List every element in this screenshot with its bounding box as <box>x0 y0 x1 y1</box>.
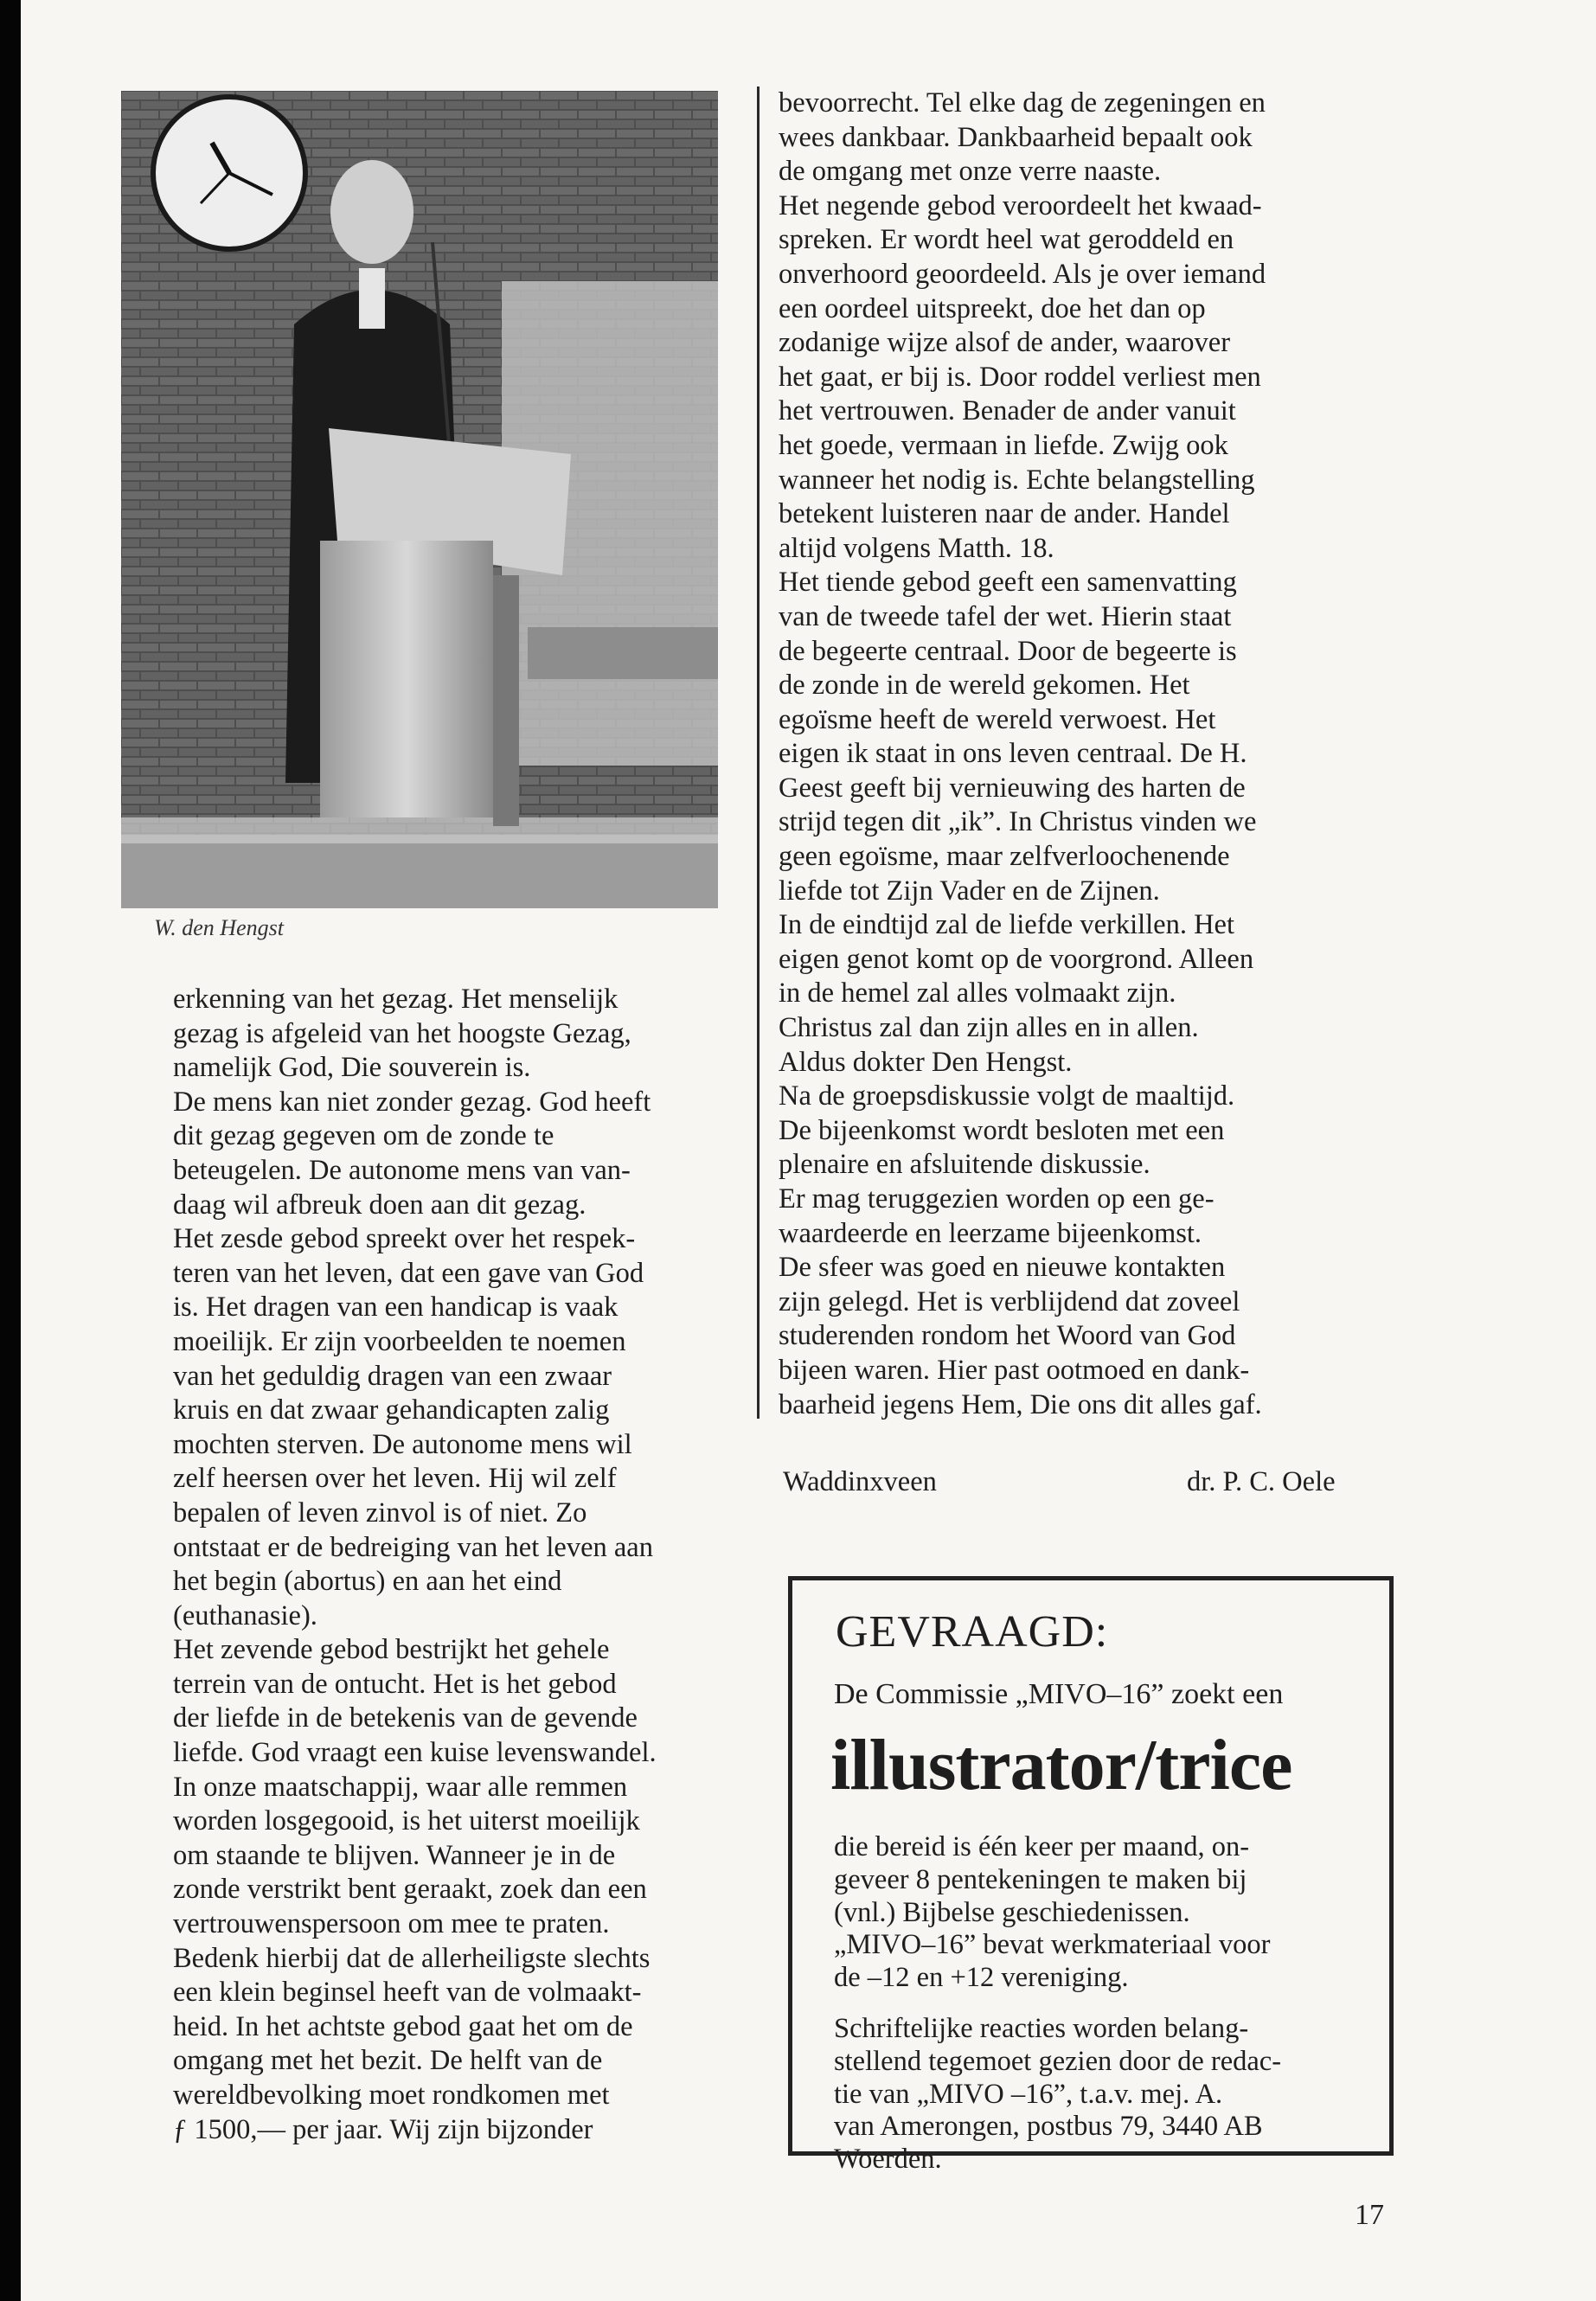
text-line: De sfeer was goed en nieuwe kontakten <box>779 1252 1226 1284</box>
text-line: het goede, vermaan in liefde. Zwijg ook <box>779 429 1228 461</box>
text-line: Aldus dokter Den Hengst. <box>779 1046 1073 1078</box>
text-line: In onze maatschappij, waar alle remmen <box>173 1771 628 1803</box>
article-right-column <box>779 87 1410 1422</box>
text-line: waardeerde en leerzame bijeenkomst. <box>779 1217 1202 1249</box>
text-line: vertrouwenspersoon om mee te praten. <box>173 1908 610 1940</box>
ad-intro: De Commissie „MIVO–16” zoekt een <box>834 1678 1284 1710</box>
text-line: Na de groepsdiskussie volgt de maaltijd. <box>779 1080 1235 1112</box>
text-line: een oordeel uitspreekt, doe het dan op <box>779 292 1206 324</box>
text-line: erkenning van het gezag. Het menselijk <box>173 984 619 1015</box>
text-line: liefde. God vraagt een kuise levenswandel. <box>173 1737 657 1769</box>
text-line: teren van het leven, dat een gave van God <box>173 1257 644 1289</box>
text-line: omgang met het bezit. De helft van de <box>173 2045 603 2077</box>
text-line: Het zesde gebod spreekt over het respek- <box>173 1223 636 1255</box>
text-line: moeilijk. Er zijn voorbeelden te noemen <box>173 1325 626 1357</box>
speaker-photo <box>121 91 718 908</box>
text-line: wees dankbaar. Dankbaarheid bepaalt ook <box>779 121 1253 153</box>
text-line: Het tiende gebod geeft een samenvatting <box>779 567 1237 599</box>
text-line: plenaire en afsluitende diskussie. <box>779 1149 1151 1181</box>
text-line: zijn gelegd. Het is verblijdend dat zoveel <box>779 1285 1240 1317</box>
text-line: De mens kan niet zonder gezag. God heeft <box>173 1086 651 1118</box>
text-line: van het geduldig dragen van een zwaar <box>173 1360 612 1392</box>
text-line: wanneer het nodig is. Echte belangstelling <box>779 464 1255 496</box>
binding-edge <box>0 0 21 2301</box>
text-line: geen egoïsme, maar zelfverloochenende <box>779 841 1230 873</box>
text-line: eigen ik staat in ons leven centraal. De H. <box>779 738 1247 770</box>
page-number: 17 <box>1355 2199 1384 2231</box>
text-line: de zonde in de wereld gekomen. Het <box>779 670 1190 702</box>
ad-line: geveer 8 pentekeningen te maken bij <box>834 1863 1247 1895</box>
ad-description <box>834 1831 1270 1995</box>
ad-line: Schriftelijke reacties worden belang- <box>834 2013 1249 2044</box>
text-line: worden losgegooid, is het uiterst moeilijk <box>173 1805 640 1837</box>
text-line: het begin (abortus) en aan het eind <box>173 1566 562 1598</box>
text-line: Geest geeft bij vernieuwing des harten de <box>779 772 1246 804</box>
article-left-column <box>173 983 744 2147</box>
text-line: Het zevende gebod bestrijkt het gehele <box>173 1634 610 1666</box>
column-rule <box>757 87 760 1419</box>
text-line: wereldbevolking moet rondkomen met <box>173 2080 610 2111</box>
ad-line: (vnl.) Bijbelse geschiedenissen. <box>834 1896 1190 1928</box>
text-line: van de tweede tafel der wet. Hierin staat <box>779 600 1232 632</box>
text-line: zodanige wijze alsof de ander, waarover <box>779 327 1231 359</box>
text-line: ontstaat er de bedreiging van het leven aan <box>173 1531 653 1563</box>
text-line: (euthanasie). <box>173 1599 317 1631</box>
text-line: Bedenk hierbij dat de allerheiligste slechts <box>173 1942 651 1974</box>
text-line: Er mag teruggezien worden op een ge- <box>779 1183 1215 1215</box>
ad-line: tie van „MIVO –16”, t.a.v. mej. A. <box>834 2078 1223 2110</box>
text-line: de begeerte centraal. Door de begeerte is <box>779 635 1237 667</box>
text-line: liefde tot Zijn Vader en de Zijnen. <box>779 875 1160 907</box>
signature-place: Waddinxveen <box>783 1466 937 1497</box>
text-line: beteugelen. De autonome mens van van- <box>173 1154 631 1186</box>
ad-line: de –12 en +12 vereniging. <box>834 1962 1129 1994</box>
text-line: bevoorrecht. Tel elke dag de zegeningen en <box>779 87 1266 119</box>
text-line: De bijeenkomst wordt besloten met een <box>779 1114 1225 1146</box>
text-line: is. Het dragen van een handicap is vaak <box>173 1292 619 1324</box>
text-line: bijeen waren. Hier past ootmoed en dank- <box>779 1354 1250 1386</box>
photo-caption: W. den Hengst <box>154 915 284 940</box>
text-line: een klein beginsel heeft van de volmaakt- <box>173 1977 642 2009</box>
signature-author: dr. P. C. Oele <box>1187 1466 1336 1497</box>
text-line: studerenden rondom het Woord van God <box>779 1320 1236 1352</box>
text-line: bepalen of leven zinvol is of niet. Zo <box>173 1497 587 1529</box>
text-line: het gaat, er bij is. Door roddel verliest men <box>779 361 1261 393</box>
ad-line: die bereid is één keer per maand, on- <box>834 1831 1250 1862</box>
text-line: Christus zal dan zijn alles en in allen. <box>779 1012 1199 1044</box>
text-line: in de hemel zal alles volmaakt zijn. <box>779 977 1176 1009</box>
text-line: de omgang met onze verre naaste. <box>779 156 1162 188</box>
text-line: terrein van de ontucht. Het is het gebod <box>173 1668 617 1700</box>
text-line: baarheid jegens Hem, Die ons dit alles gaf. <box>779 1388 1262 1420</box>
text-line: strijd tegen dit „ik”. In Christus vinden we <box>779 806 1257 838</box>
ad-line: „MIVO–16” bevat werkmateriaal voor <box>834 1929 1271 1961</box>
ad-line: stellend tegemoet gezien door de redac- <box>834 2045 1282 2077</box>
text-line: altijd volgens Matth. 18. <box>779 532 1054 564</box>
text-line: der liefde in de betekenis van de gevende <box>173 1702 638 1734</box>
advertisement-box <box>788 1576 1394 2176</box>
text-line: betekent luisteren naar de ander. Handel <box>779 498 1230 530</box>
text-line: onverhoord geoordeeld. Als je over iemand <box>779 258 1266 290</box>
text-line: het vertrouwen. Benader de ander vanuit <box>779 395 1236 427</box>
text-line: In de eindtijd zal de liefde verkillen. Het <box>779 909 1235 941</box>
text-line: mochten sterven. De autonome mens wil <box>173 1428 632 1460</box>
ad-heading: GEVRAAGD: <box>836 1607 1109 1657</box>
ad-line: van Amerongen, postbus 79, 3440 AB <box>834 2111 1263 2143</box>
text-line: zonde verstrikt bent geraakt, zoek dan een <box>173 1874 647 1906</box>
ad-contact <box>834 2013 1281 2176</box>
text-line: om staande te blijven. Wanneer je in de <box>173 1839 616 1871</box>
text-line: eigen genot komt op de voorgrond. Alleen <box>779 943 1254 975</box>
text-line: ƒ 1500,— per jaar. Wij zijn bijzonder <box>173 2113 593 2145</box>
text-line: namelijk God, Die souverein is. <box>173 1052 531 1084</box>
text-line: egoïsme heeft de wereld verwoest. Het <box>779 703 1216 735</box>
ad-position-title: illustrator/trice <box>830 1725 1292 1805</box>
ad-line: Woerden. <box>834 2144 942 2176</box>
text-line: kruis en dat zwaar gehandicapten zalig <box>173 1394 610 1426</box>
text-line: spreken. Er wordt heel wat geroddeld en <box>779 224 1234 256</box>
text-line: dit gezag gegeven om de zonde te <box>173 1120 554 1152</box>
text-line: zelf heersen over het leven. Hij wil zelf <box>173 1463 617 1495</box>
text-line: gezag is afgeleid van het hoogste Gezag, <box>173 1017 631 1049</box>
text-line: heid. In het achtste gebod gaat het om de <box>173 2010 633 2042</box>
text-line: Het negende gebod veroordeelt het kwaad- <box>779 189 1262 221</box>
wall-clock <box>153 97 305 249</box>
text-line: daag wil afbreuk doen aan dit gezag. <box>173 1189 586 1221</box>
